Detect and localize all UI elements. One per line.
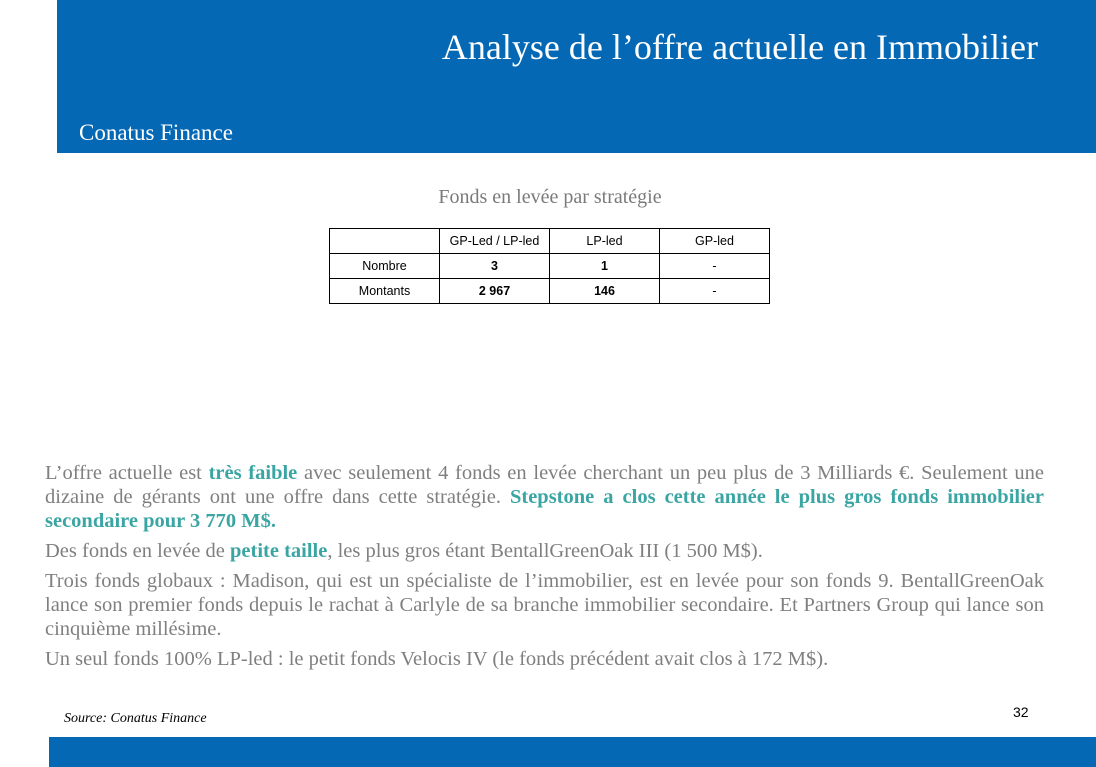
text-run: Des fonds en levée de [45,540,231,562]
table-header-cell: GP-Led / LP-led [440,229,550,254]
funds-by-strategy-table [329,228,770,304]
table-cell: 2 967 [440,279,550,304]
table-header-cell: GP-led [660,229,770,254]
highlight-run: petite taille [230,540,328,562]
table-row [330,254,770,279]
body-text [45,461,1044,677]
table-header-row [330,229,770,254]
header-band [57,0,1096,153]
table-header-cell: LP-led [550,229,660,254]
table-cell: 1 [550,254,660,279]
paragraph-offer [45,461,1044,533]
brand-name: Conatus Finance [79,120,233,145]
table-header-cell [330,229,440,254]
row-label: Montants [330,279,440,304]
text-run: L’offre actuelle est [45,462,209,484]
text-run: , les plus gros étant BentallGreenOak III (1 500 M$). [327,540,763,562]
table-caption: Fonds en levée par stratégie [438,186,662,208]
page-number: 32 [1013,704,1029,720]
paragraph-global-funds: Trois fonds globaux : Madison, qui est un spécialiste de l’immobilier, est en levée pour son fonds 9. BentallGreenOak lance son premier fonds depuis le rachat à Carlyle de sa branche immobilier secondaire. Et Partners Group qui lance son cinquième millésime. [45,570,1044,640]
slide-title: Analyse de l’offre actuelle en Immobilier [441,27,1038,67]
row-label: Nombre [330,254,440,279]
text-run: avec seulement 4 fonds en levée cherchant un peu plus de 3 Milliards €. Seulement une dizaine de gérants ont une offre dans cette stratégie. [45,462,1044,508]
table-row [330,279,770,304]
paragraph-lp-led: Un seul fonds 100% LP-led : le petit fonds Velocis IV (le fonds précédent avait clos à 172 M$). [45,648,829,670]
table-cell: 3 [440,254,550,279]
highlight-run: très faible [208,462,298,484]
source-note: Source: Conatus Finance [64,711,207,726]
table-cell: - [660,254,770,279]
footer-band [49,737,1096,767]
paragraph-size [45,539,1044,563]
table-cell: 146 [550,279,660,304]
highlight-run: Stepstone a clos cette année le plus gros fonds immobilier secondaire pour 3 770 M$. [45,486,1044,532]
table-cell: - [660,279,770,304]
